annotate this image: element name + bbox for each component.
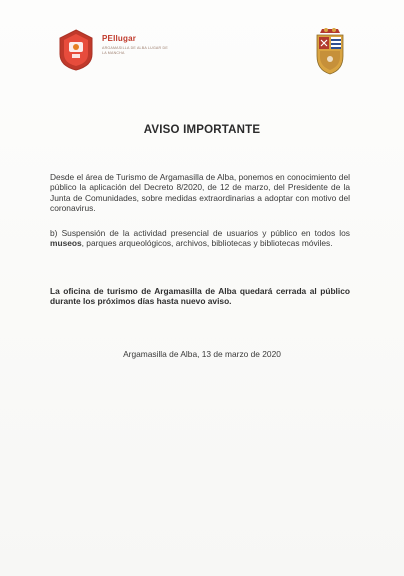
museos-emphasis: museos — [50, 238, 82, 249]
tourism-logo — [56, 28, 166, 74]
dateline: Argamasilla de Alba, 13 de marzo de 2020 — [123, 349, 281, 359]
tourism-tagline: ARGAMASILLA DE ALBA LUGAR DE LA MANCHA — [102, 46, 168, 55]
paragraph-suspension — [50, 228, 350, 249]
paragraph-decree-notice: Desde el área de Turismo de Argamasilla de Alba, ponemos en conocimiento del público la aplicación del Decreto 8/2020, de 12 de marzo, del Presidente de la Junta de Comunidades, sobre medidas extraordinarias a adoptar con motivo del coronavirus. — [50, 172, 350, 214]
paragraph-suspension-end: , parques arqueológicos, archivos, bibliotecas y bibliotecas móviles. — [81, 238, 333, 249]
document-title: AVISO IMPORTANTE — [143, 124, 261, 136]
tourism-emblem-icon — [56, 28, 96, 72]
paragraph-suspension-start: b) Suspensión de la actividad presencial de usuarios y público en todos los — [50, 228, 350, 238]
municipal-coat-of-arms-icon — [312, 26, 348, 76]
tourism-brand-name: PEIlugar — [102, 34, 137, 43]
paragraph-office-closed: La oficina de turismo de Argamasilla de Alba quedará cerrada al público durante los próximos días hasta nuevo aviso. — [50, 286, 350, 307]
